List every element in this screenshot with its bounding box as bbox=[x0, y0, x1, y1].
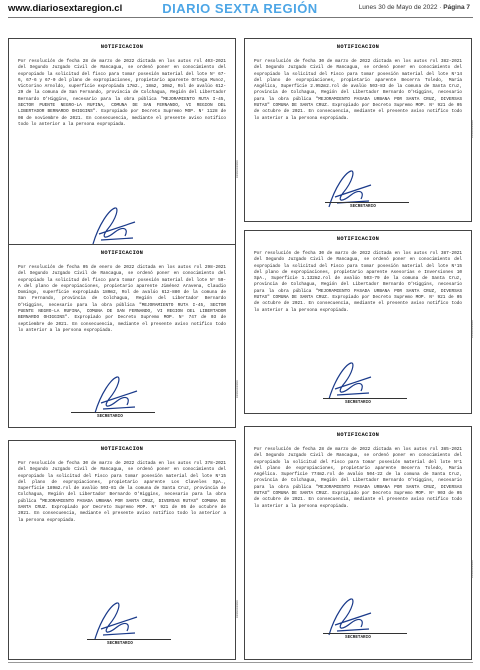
notice-body: Por resolución de fecha 30 de marzo de 2022 dictada en los autos rol 378-2021 del Segundo Juzgado Civil de Rancagua, se ordenó poner en conocimiento del expropiado la solicitud del Fisco para tomar posesión material del lote N°15 del plano de expropiaciones, propietario aparente Los Claveles SpA., Superficie 189m2.rol de avalúo 503-81 de la comuna de Santa Cruz, provincia de Colchagua, Región del Libertador Bernardo O'Higgins, necesario para la obra pública "MEJORAMIENTO PASADA URBANA POR SANTA CRUZ, DIVERSAS RUTAS" COMUNA DE SANTA CRUZ. Expropiado por Decreto Supremo MOP. N° 921 de 05 de octubre de 2021. En consecuencia, mediante el presente aviso notifico todo lo anterior a la persona expropiada. bbox=[18, 461, 226, 523]
notice-1 bbox=[8, 38, 236, 266]
footer-rule bbox=[8, 662, 473, 663]
notice-6 bbox=[244, 426, 472, 660]
signature-line bbox=[325, 202, 409, 203]
margin-code: 0000000000 bbox=[236, 380, 239, 399]
margin-code: 0000000000 bbox=[471, 560, 474, 579]
signature-line bbox=[87, 639, 171, 640]
notice-body: Por resolución de fecha 30 de marzo de 2022 dictada en los autos rol 382-2021 del Segundo Juzgado Civil de Rancagua, se ordenó poner en conocimiento del expropiado la solicitud del Fisco para tomar posesión material del lote N°14 del plano de expropiaciones, propietario aparente Becerra Toledo, María Angélica, Superficie 2.952m2.rol de avalúo 503-83 de la comuna de Santa Cruz, provincia de Colchagua, Región del Libertador Bernardo O'Higgins, necesario para la obra pública "MEJORAMIENTO PASADA URBANA POR SANTA CRUZ, DIVERSAS RUTAS" COMUNA DE SANTA CRUZ. Expropiado por Decreto Supremo MOP. N° 921 de 05 de octubre de 2021. En consecuencia, mediante el presente aviso notifico todo lo anterior a la persona expropiada. bbox=[254, 59, 462, 121]
notice-3 bbox=[8, 244, 236, 428]
signature-line bbox=[71, 412, 155, 413]
notice-body: Por resolución de fecha 05 de enero de 2022 dictada en los autos rol 298-2021 del Segundo Juzgado Civil de Rancagua, se ordenó poner en conocimiento del expropiado la solicitud del fisco para tomar posesión material del lote N° 59-A del plano de expropiaciones, propietario aparente Jiménez Aravena, Claudio Domingo, superficie expropiada 180m2, Rol de avalúo 612-880 de la comuna de San Fernando, provincia de Colchagua, Región del Libertador Bernardo O'Higgins, necesario para la obra pública "MEJORAMIENTO RUTA I-45, SECTOR PUENTE NEGRO-LA RUFINA, COMUNA DE SAN FERNANDO, VI REGION DEL LIBERTADOR BERNARDO OHIGGINS". Expropiado por Decreto Supremo MOP. N° 747 de 03 de septiembre de 2021. En consecuencia, mediante el presente aviso notifico todo lo anterior a la persona expropiada. bbox=[18, 265, 226, 333]
notice-body: Por resolución de fecha 28 de marzo de 2022 dictada en los autos rol 403-2021 del Segundo Juzgado Civil de Rancagua, se ordenó poner en conocimiento del expropiado la solicitud del fisco para tomar posesión material del lote N° 67-6, 67-6 y 67-0 del plano de expropiaciones, propietario aparente Ortega Munoz, Victorino Arnoldo, superficie expropiada 17m2., 18m2, 10m2, Rol de avalúo 612-29 de la comuna de San Fernando, provincia de Colchagua, Región del Libertador Bernardo O'Higgins, necesario para la obra pública "MEJORAMIENTO RUTA I-45, SECTOR PUENTE NEGRO-LA RUFINA, COMUNA DE SAN FERNANDO, VI REGION DEL LIBERTADOR BERNARDO OHIGGINS". Expropiado por Decreto Supremo MOP. N° 1128 de 08 de noviembre de 2021. En consecuencia, mediante el presente aviso notifico todo lo anterior a la persona expropiada. bbox=[18, 59, 226, 127]
notice-body: Por resolución de fecha 28 de marzo de 2022 dictada en los autos rol 385-2021 del Segundo Juzgado Civil de Rancagua, se ordenó poner en conocimiento del expropiado la solicitud del Fisco para tomar posesión material del lote N°1 del plano de expropiaciones, propietario aparente Becerra Toledo, María Angélica. Superficie 774m2.rol de avalúo 504-22 de la comuna de Santa Cruz, provincia de Colchagua, Región del Libertador Bernardo O'Higgins, necesario para la obra pública "MEJORAMIENTO PASADA URBANA POR SANTA CRUZ, DIVERSAS RUTAS" COMUNA DE SANTA CRUZ. Expropiado por Decreto Supremo MOP. N° 903 de 05 de octubre de 2021. En consecuencia, mediante el presente aviso notifico todo lo anterior a la persona expropiada. bbox=[254, 447, 462, 509]
margin-code: 0000000000 bbox=[471, 320, 474, 339]
notice-title: NOTIFICACION bbox=[100, 44, 144, 50]
notice-2 bbox=[244, 38, 472, 222]
margin-code: 0000000000 bbox=[471, 120, 474, 139]
notice-5 bbox=[8, 440, 236, 660]
notice-title: NOTIFICACION bbox=[336, 236, 380, 242]
notice-body: Por resolución de fecha 30 de marzo de 2022 dictada en los autos rol 387-2021 del Segundo Juzgado Civil de Rancagua, se ordenó poner en conocimiento del expropiado la solicitud del Fisco para tomar posesión material del lote N°15 del plano de expropiaciones, propietario aparente Asesorías e Inversiones 10 SpA., Superficie 1.132m2.rol de avalúo 503-79 de la comuna de Santa Cruz, provincia de Colchagua, Región del Libertador Bernardo O'Higgins, necesario para la obra pública "MEJORAMIENTO PASADA URBANA POR SANTA CRUZ, DIVERSAS RUTAS" COMUNA DE SANTA CRUZ. Expropiado por Decreto Supremo MOP. N° 921 de 05 de octubre de 2021. En consecuencia, mediante el presente aviso notifico todo lo anterior a la persona expropiada. bbox=[254, 251, 462, 313]
date-text: Lunes 30 de Mayo de 2022 · bbox=[358, 4, 442, 11]
secretario-label: SECRETARIO bbox=[350, 204, 376, 209]
secretario-label: SECRETARIO bbox=[107, 641, 133, 646]
signature-icon bbox=[81, 599, 151, 643]
newspaper-brand: DIARIO SEXTA REGIÓN bbox=[162, 1, 318, 16]
secretario-label: SECRETARIO bbox=[97, 414, 123, 419]
issue-date bbox=[359, 4, 470, 11]
page-number: Página 7 bbox=[443, 4, 470, 11]
header-rule bbox=[8, 17, 473, 18]
notice-title: NOTIFICACION bbox=[100, 446, 144, 452]
signature-line bbox=[323, 398, 407, 399]
margin-code: 0000000000 bbox=[236, 160, 239, 179]
signature-icon bbox=[315, 359, 385, 403]
notice-title: NOTIFICACION bbox=[336, 44, 380, 50]
site-url[interactable]: www.diariosextaregion.cl bbox=[8, 3, 123, 14]
notice-title: NOTIFICACION bbox=[100, 250, 144, 256]
secretario-label: SECRETARIO bbox=[345, 400, 371, 405]
margin-code: 0000000000 bbox=[236, 600, 239, 619]
page-header bbox=[0, 0, 480, 20]
secretario-label: SECRETARIO bbox=[345, 635, 371, 640]
notice-4 bbox=[244, 230, 472, 414]
signature-line bbox=[323, 633, 407, 634]
signature-icon bbox=[79, 204, 149, 248]
signature-icon bbox=[81, 373, 151, 417]
notice-title: NOTIFICACION bbox=[336, 432, 380, 438]
